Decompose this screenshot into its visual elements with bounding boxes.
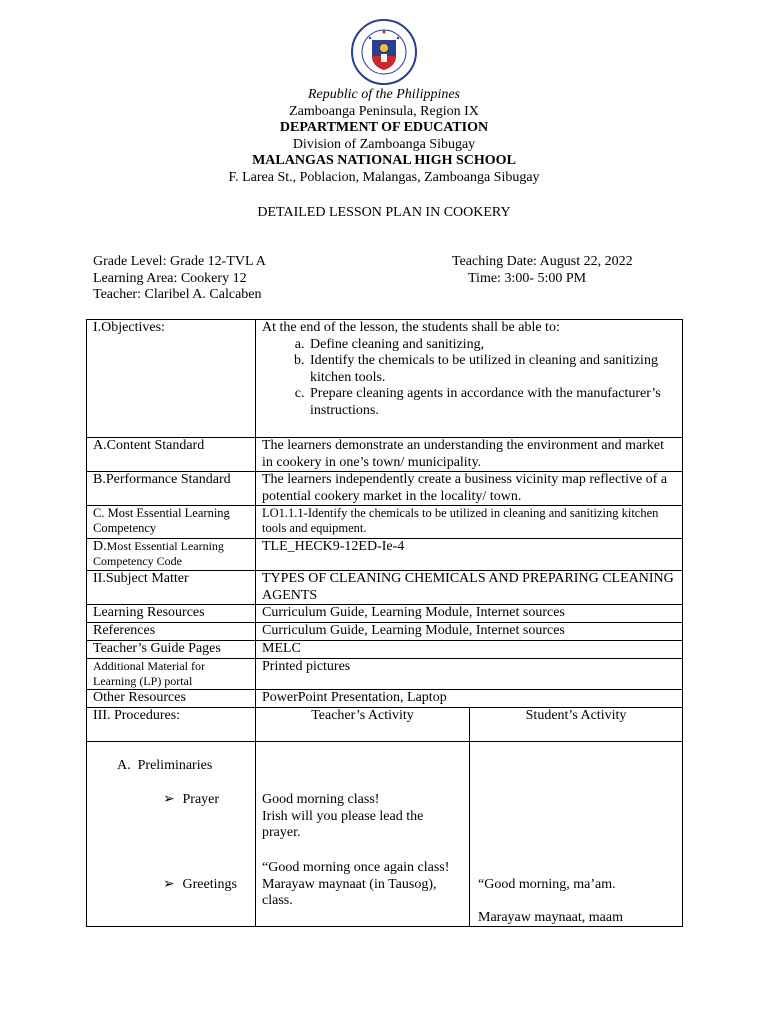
preliminaries-cell	[87, 742, 256, 927]
melc-code-label-cell	[87, 539, 256, 571]
procedures-label: III. Procedures:	[87, 708, 256, 742]
teacher-activity-cell	[256, 742, 470, 927]
arrow-bullet-icon: ➢	[163, 877, 175, 892]
student-activity-cell	[470, 742, 683, 927]
other-resources-text: PowerPoint Presentation, Laptop	[256, 690, 683, 708]
melc-code-label: Most Essential Learning Competency Code	[93, 539, 224, 568]
table-row	[87, 659, 683, 690]
additional-material-text: Printed pictures	[256, 659, 683, 690]
greetings-label: Greetings	[182, 877, 237, 892]
learning-area: Learning Area: Cookery 12	[93, 270, 247, 286]
melc-text: LO1.1.1-Identify the chemicals to be utilized in cleaning and sanitizing kitchen tools and equipment.	[256, 506, 683, 539]
teaching-date: Teaching Date: August 22, 2022	[452, 254, 633, 269]
table-row	[87, 641, 683, 659]
objectives-cell	[256, 320, 683, 438]
greetings-item	[163, 877, 237, 894]
additional-material-label: Additional Material for Learning (LP) portal	[87, 659, 256, 690]
table-row	[87, 320, 683, 438]
melc-label: Most Essential Learning Competency	[93, 506, 230, 535]
lesson-meta-left	[93, 254, 266, 304]
content-standard-text: The learners demonstrate an understanding the environment and market in cookery in one’s town/ municipality.	[256, 438, 683, 472]
objectives-label: I.Objectives:	[87, 320, 256, 438]
greetings-student-text-1: “Good morning, ma’am.	[478, 877, 616, 892]
objective-item: c. Prepare cleaning agents in accordance with the manufacturer’s instructions.	[308, 386, 676, 419]
objectives-intro: At the end of the lesson, the students shall be able to:	[262, 320, 560, 335]
melc-label-prefix: C.	[93, 506, 105, 520]
subject-matter-text: TYPES OF CLEANING CHEMICALS AND PREPARING CLEANING AGENTS	[256, 571, 683, 605]
table-row	[87, 506, 683, 539]
region-name: Zamboanga Peninsula, Region IX	[289, 103, 479, 119]
preliminaries-heading	[117, 758, 212, 775]
melc-code-text: TLE_HECK9-12ED-Ie-4	[256, 539, 683, 571]
objective-item: a. Define cleaning and sanitizing,	[308, 337, 676, 354]
objective-item: b. Identify the chemicals to be utilized in cleaning and sanitizing kitchen tools.	[308, 353, 676, 386]
table-row	[87, 438, 683, 472]
prayer-item	[163, 792, 219, 809]
table-row	[87, 539, 683, 571]
student-activity-header: Student’s Activity	[470, 708, 683, 742]
document-title: DETAILED LESSON PLAN IN COOKERY	[257, 205, 511, 220]
preliminaries-label: Preliminaries	[137, 758, 213, 773]
references-label: References	[87, 623, 256, 641]
country-name: Republic of the Philippines	[307, 87, 461, 102]
other-resources-label: Other Resources	[87, 690, 256, 708]
subject-matter-label: II.Subject Matter	[87, 571, 256, 605]
table-row	[87, 690, 683, 708]
content-standard-label: A.Content Standard	[87, 438, 256, 472]
division-name: Division of Zamboanga Sibugay	[292, 136, 476, 152]
lesson-plan-table	[86, 319, 683, 927]
table-row	[87, 472, 683, 506]
prayer-teacher-text: Good morning class! Irish will you please lead the prayer.	[262, 792, 424, 840]
teacher-name: Teacher: Claribel A. Calcaben	[93, 287, 262, 302]
objectives-list	[262, 337, 676, 420]
deped-seal-logo	[350, 18, 418, 86]
table-row	[87, 571, 683, 605]
table-row	[87, 623, 683, 641]
teaching-time: Time: 3:00- 5:00 PM	[468, 270, 587, 286]
greetings-teacher-text: “Good morning once again class! Marayaw maynaat (in Tausog), class.	[262, 860, 450, 908]
lesson-meta-right	[452, 254, 633, 287]
table-row	[87, 742, 683, 927]
prayer-label: Prayer	[182, 792, 220, 807]
department-name: DEPARTMENT OF EDUCATION	[279, 120, 489, 135]
melc-code-label-prefix: D.	[93, 539, 107, 554]
references-text: Curriculum Guide, Learning Module, Internet sources	[256, 623, 683, 641]
school-address: F. Larea St., Poblacion, Malangas, Zamboanga Sibugay	[228, 169, 540, 185]
greetings-student-text-2: Marayaw maynaat, maam	[478, 910, 623, 925]
school-name: MALANGAS NATIONAL HIGH SCHOOL	[252, 153, 516, 168]
letterhead	[0, 87, 768, 186]
tg-pages-label: Teacher’s Guide Pages	[87, 641, 256, 659]
tg-pages-text: MELC	[256, 641, 683, 659]
performance-standard-label: B.Performance Standard	[87, 472, 256, 506]
table-row	[87, 708, 683, 742]
melc-label-cell	[87, 506, 256, 539]
learning-resources-label: Learning Resources	[87, 605, 256, 623]
performance-standard-text: The learners independently create a business vicinity map reflective of a potential cookery market in the locality/ town.	[256, 472, 683, 506]
preliminaries-marker: A.	[117, 758, 131, 773]
teacher-activity-header: Teacher’s Activity	[256, 708, 470, 742]
learning-resources-text: Curriculum Guide, Learning Module, Internet sources	[256, 605, 683, 623]
arrow-bullet-icon: ➢	[163, 792, 175, 807]
grade-level: Grade Level: Grade 12-TVL A	[93, 254, 266, 269]
table-row	[87, 605, 683, 623]
